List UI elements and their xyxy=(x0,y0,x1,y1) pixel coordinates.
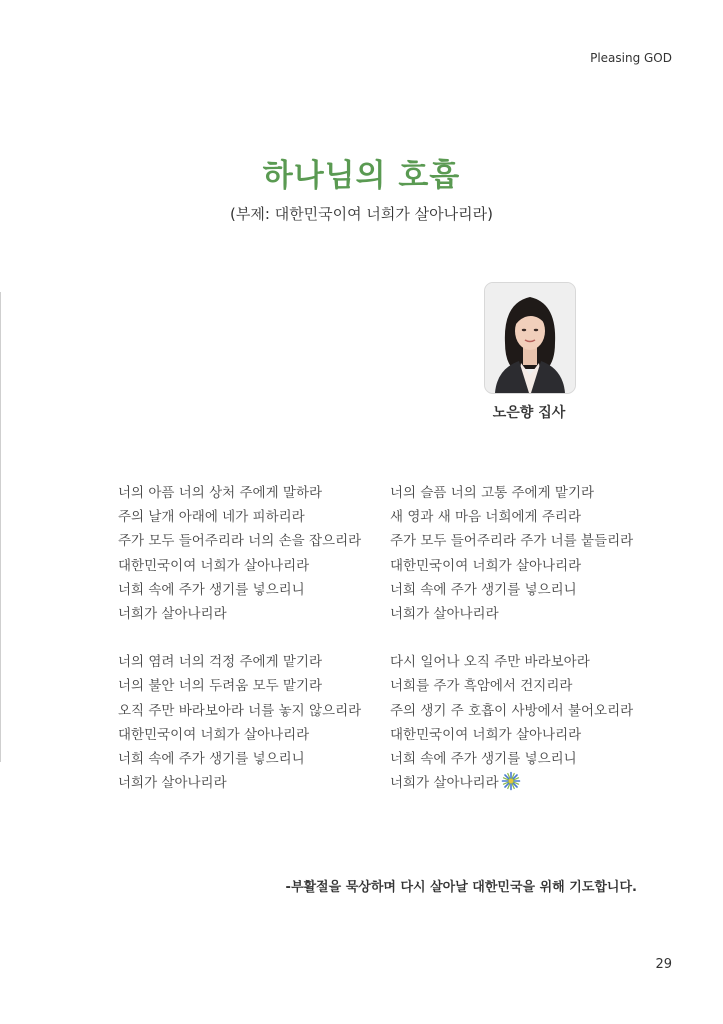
poem-line: 너의 슬픔 너의 고통 주에게 맡기라 xyxy=(390,485,595,501)
page-number: 29 xyxy=(655,957,672,972)
stanza xyxy=(390,481,633,626)
poem-line: 너의 염려 너의 걱정 주에게 맡기라 xyxy=(118,654,323,671)
poem-line: 대한민국이여 너희가 살아나리라 xyxy=(118,726,310,743)
author-photo xyxy=(484,282,576,394)
poem-line-last xyxy=(390,771,633,799)
poem-line: 주의 날개 아래에 네가 피하리라 xyxy=(118,509,305,526)
poem-line: 너희를 주가 흑암에서 건지리라 xyxy=(390,678,573,695)
poem-line: 너희 속에 주가 생기를 넣으리니 xyxy=(390,751,577,768)
poem-line: 대한민국이여 너희가 살아나리라 xyxy=(390,726,582,743)
poem-line: 새 영과 새 마음 너희에게 주리라 xyxy=(390,509,581,526)
poem-line: 너희 속에 주가 생기를 넣으리니 xyxy=(118,751,305,768)
poem-column-right xyxy=(390,481,633,799)
poem-line: 대한민국이여 너희가 살아나리라 xyxy=(390,557,582,574)
stanza xyxy=(118,650,361,795)
poem-line: 오직 주만 바라보아라 너를 놓지 않으리라 xyxy=(118,702,362,719)
poem-line: 주의 생기 주 호흡이 사방에서 불어오리라 xyxy=(390,702,634,719)
poem-line: 너희 속에 주가 생기를 넣으리니 xyxy=(390,581,577,598)
poem-line: 너희가 살아나리라 xyxy=(118,775,227,792)
poem-line: 주가 모두 들어주리라 너의 손을 잡으리라 xyxy=(118,533,362,550)
poem-line: 대한민국이여 너희가 살아나리라 xyxy=(118,557,310,574)
poem-line: 너희가 살아나리라 xyxy=(118,606,227,623)
poem-line: 너희가 살아나리라 xyxy=(390,606,499,623)
poem-line: 주가 모두 들어주리라 주가 너를 붙들리라 xyxy=(390,533,634,550)
poem-line: 다시 일어나 오직 주만 바라보아라 xyxy=(390,654,590,671)
page-subtitle: (부제: 대한민국이여 너희가 살아나리라) xyxy=(230,205,493,223)
poem-line: 너의 불안 너의 두려움 모두 맡기라 xyxy=(118,678,323,695)
flower-icon xyxy=(501,771,521,799)
poem-line: 너의 아픔 너의 상처 주에게 말하라 xyxy=(118,485,323,501)
stanza xyxy=(118,481,361,626)
page-title: 하나님의 호흡 xyxy=(262,158,461,194)
portrait-image xyxy=(485,283,575,393)
poem-line: 너희 속에 주가 생기를 넣으리니 xyxy=(118,581,305,598)
poem-column-left xyxy=(118,481,361,795)
poem-line-text: 너희가 살아나리라 xyxy=(390,775,499,792)
footer-note: -부활절을 묵상하며 다시 살아날 대한민국을 위해 기도합니다. xyxy=(285,880,637,895)
author-name: 노은향 집사 xyxy=(492,405,566,421)
stanza xyxy=(390,650,633,799)
header-label: Pleasing GOD xyxy=(590,51,672,65)
margin-rule xyxy=(0,292,1,762)
